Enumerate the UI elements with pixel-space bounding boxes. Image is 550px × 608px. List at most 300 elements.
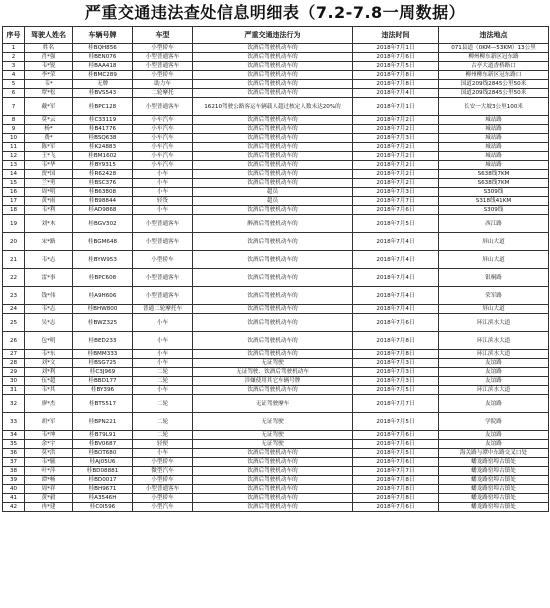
table-cell: 2 [3, 53, 25, 62]
table-cell: 2018年7月8日 [353, 350, 439, 359]
table-cell: 吴*志 [25, 314, 73, 332]
table-row [3, 458, 549, 467]
table-cell: S309线 [439, 206, 549, 215]
table-cell: 陈*军 [25, 143, 73, 152]
table-cell: 小型普通客车 [133, 269, 193, 287]
table-cell: 蟠龙路窑埠古镇处 [439, 467, 549, 476]
table-cell: 桂BAA418 [73, 62, 133, 71]
table-cell: 13 [3, 161, 25, 170]
table-cell: 费* [25, 134, 73, 143]
table-cell: 2018年7月8日 [353, 71, 439, 80]
table-cell: 15 [3, 179, 25, 188]
table-cell: 桂BY9315 [73, 161, 133, 170]
table-cell: 贾*国 [25, 170, 73, 179]
table-cell: 36 [3, 449, 25, 458]
table-cell: 韦*锐 [25, 62, 73, 71]
table-cell: 城站路 [439, 143, 549, 152]
table-cell: 小型轿车 [133, 476, 193, 485]
table-cell: 友谊路 [439, 359, 549, 368]
table-cell: 17 [3, 197, 25, 206]
table-cell: 桂BPC608 [73, 269, 133, 287]
table-cell: 小车汽车 [133, 116, 193, 125]
table-cell: 2018年7月2日 [353, 143, 439, 152]
table-cell: 2018年7月5日 [353, 215, 439, 233]
table-cell: 无证驾驶 [193, 413, 353, 431]
table-cell: 蟠龙路窑埠古镇处 [439, 503, 549, 512]
table-row [3, 197, 549, 206]
table-cell: 韦*坤 [25, 431, 73, 440]
table-cell: 饮酒后驾驶机动车的 [193, 269, 353, 287]
table-row [3, 494, 549, 503]
table-cell: 2018年7月4日 [353, 287, 439, 305]
table-cell: 2018年7月1日 [353, 98, 439, 116]
table-cell: 小车 [133, 206, 193, 215]
table-cell: 戴*军 [25, 98, 73, 116]
table-cell: 28 [3, 359, 25, 368]
table-cell: 国道209线2845公里50米 [439, 80, 549, 89]
table-cell: 超员 [193, 197, 353, 206]
table-cell: 韦*其 [25, 386, 73, 395]
table-cell: 饮酒后驾驶机动车的 [193, 44, 353, 53]
table-cell: 饮酒后驾驶机动车的 [193, 485, 353, 494]
table-cell: 小型普通客车 [133, 287, 193, 305]
table-cell: 韦*华 [25, 161, 73, 170]
table-cell: 姓名 [25, 44, 73, 53]
table-cell: 周*明 [25, 188, 73, 197]
table-cell: 古亭大道香桥路口 [439, 62, 549, 71]
table-cell: 超员 [193, 188, 353, 197]
table-cell: 城站路 [439, 116, 549, 125]
table-cell: 14 [3, 170, 25, 179]
table-row [3, 53, 549, 62]
table-cell: 桂A9H606 [73, 287, 133, 305]
table-cell: 友谊路 [439, 440, 549, 449]
table-cell: 屏山大道 [439, 305, 549, 314]
table-cell: 桂BSQ638 [73, 134, 133, 143]
table-cell: 桂BVS543 [73, 89, 133, 98]
table-cell: 蟠龙路窑埠古镇处 [439, 494, 549, 503]
table-cell: 2018年7月6日 [353, 206, 439, 215]
table-cell: 34 [3, 431, 25, 440]
table-cell: 2018年7月3日 [353, 377, 439, 386]
table-cell: 桂BHW800 [73, 305, 133, 314]
table-cell: 桂BT5517 [73, 395, 133, 413]
table-cell: 桂BPC128 [73, 98, 133, 116]
table-cell: 2018年7月6日 [353, 440, 439, 449]
table-cell: 饮酒后驾驶机动车的 [193, 233, 353, 251]
table-row [3, 152, 549, 161]
table-cell: 长安一大坡3公里100米 [439, 98, 549, 116]
table-cell: 25 [3, 314, 25, 332]
table-cell: 3 [3, 62, 25, 71]
table-cell: 桂C33119 [73, 116, 133, 125]
table-cell: 杨* [25, 125, 73, 134]
table-cell: 李*荣 [25, 71, 73, 80]
table-cell: 友谊路 [439, 431, 549, 440]
table-cell: 31 [3, 386, 25, 395]
table-cell: 西江路 [439, 215, 549, 233]
table-cell: 2018年7月5日 [353, 386, 439, 395]
table-row [3, 170, 549, 179]
table-cell: 2018年7月3日 [353, 188, 439, 197]
table-cell: 29 [3, 368, 25, 377]
table-cell: 2018年7月7日 [353, 395, 439, 413]
table-cell: 饮酒后驾驶机动车的 [193, 467, 353, 476]
table-cell: 小型普通客车 [133, 98, 193, 116]
table-cell: 廖*杰 [25, 395, 73, 413]
table-cell: 轻货 [133, 197, 193, 206]
table-cell: 蟠龙路窑埠古镇处 [439, 476, 549, 485]
table-cell: S638线7KM [439, 179, 549, 188]
table-row [3, 449, 549, 458]
table-cell: 5 [3, 80, 25, 89]
table-cell: 2018年7月2日 [353, 125, 439, 134]
table-cell: 饮酒后驾驶机动车的 [193, 314, 353, 332]
table-cell: 小车 [133, 332, 193, 350]
table-row [3, 251, 549, 269]
table-cell: 微型汽车 [133, 467, 193, 476]
table-cell: 2018年7月6日 [353, 458, 439, 467]
table-cell: 饮酒后驾驶机动车的 [193, 251, 353, 269]
table-cell: 韦*志 [25, 305, 73, 314]
table-cell: 桂B79L91 [73, 431, 133, 440]
table-cell: 2018年7月8日 [353, 476, 439, 485]
table-cell: 桂BD08881 [73, 467, 133, 476]
table-row [3, 206, 549, 215]
table-cell: 环江滨水大道 [439, 350, 549, 359]
table-cell: 饮酒后驾驶机动车的 [193, 179, 353, 188]
table-cell: 桂BOT680 [73, 449, 133, 458]
table-row [3, 359, 549, 368]
table-cell: 雷*事 [25, 269, 73, 287]
header-cell: 车型 [133, 27, 193, 44]
table-cell: 饮酒后驾驶机动车的 [193, 116, 353, 125]
table-row [3, 431, 549, 440]
table-cell: 饮酒后驾驶机动车的 [193, 305, 353, 314]
table-cell: 20 [3, 233, 25, 251]
table-cell: 饮酒后驾驶机动车的 [193, 332, 353, 350]
table-row [3, 377, 549, 386]
table-cell: 42 [3, 503, 25, 512]
table-cell: 柳州柳东新区冠东路 [439, 53, 549, 62]
table-cell: 友谊路 [439, 368, 549, 377]
table-row [3, 350, 549, 359]
table-cell: 桂B98844 [73, 197, 133, 206]
table-row [3, 305, 549, 314]
table-row [3, 467, 549, 476]
table-cell: 桂BPN221 [73, 413, 133, 431]
table-row [3, 476, 549, 485]
table-cell: 兰*勇 [25, 179, 73, 188]
table-cell: 桂BGM648 [73, 233, 133, 251]
table-cell: 2018年7月6日 [353, 503, 439, 512]
table-cell: 友谊路 [439, 395, 549, 413]
table-cell: 城站路 [439, 161, 549, 170]
table-row [3, 80, 549, 89]
table-cell: 环江滨水大道 [439, 314, 549, 332]
table-cell: 桂BSG725 [73, 359, 133, 368]
page-title: 严重交通违法查处信息明细表（7.2-7.8一周数据） [84, 3, 466, 22]
table-row [3, 62, 549, 71]
table-cell: 城站路 [439, 134, 549, 143]
table-cell: 无证驾驶 [193, 431, 353, 440]
table-cell: 韦*志 [25, 251, 73, 269]
table-cell: 二轮 [133, 413, 193, 431]
table-cell: 2018年7月5日 [353, 449, 439, 458]
table-cell: 韦*毓 [25, 458, 73, 467]
table-cell: 小型普通客车 [133, 485, 193, 494]
header-cell: 驾驶人姓名 [25, 27, 73, 44]
table-row [3, 98, 549, 116]
table-cell: 小车汽车 [133, 143, 193, 152]
table-cell: 饮酒后驾驶机动车的 [193, 125, 353, 134]
table-cell: 黄*雨 [25, 197, 73, 206]
table-cell: 桂BV0687 [73, 440, 133, 449]
table-cell: 2018年7月2日 [353, 170, 439, 179]
table-cell: 2018年7月4日 [353, 269, 439, 287]
table-cell: 银桐路 [439, 269, 549, 287]
table-cell: 饮酒后驾驶机动车的 [193, 386, 353, 395]
table-cell: 桂BBD177 [73, 377, 133, 386]
table-cell: 21 [3, 251, 25, 269]
table-cell: 小车 [133, 179, 193, 188]
table-cell: 2018年7月8日 [353, 485, 439, 494]
header-cell: 严重交通违法行为 [193, 27, 353, 44]
table-cell: S638线7KM [439, 170, 549, 179]
table-cell: 友谊路 [439, 377, 549, 386]
table-cell: 18 [3, 206, 25, 215]
header-cell: 序号 [3, 27, 25, 44]
table-cell: 小车 [133, 386, 193, 395]
table-cell: 醉酒后驾驶机动车的 [193, 215, 353, 233]
table-cell: 40 [3, 485, 25, 494]
table-cell: 2018年7月3日 [353, 359, 439, 368]
table-cell: 无牌 [73, 80, 133, 89]
table-cell: 2018年7月6日 [353, 53, 439, 62]
table-row [3, 485, 549, 494]
table-cell: 刘*木 [25, 215, 73, 233]
table-cell: 宋*路 [25, 233, 73, 251]
table-cell: 小车汽车 [133, 125, 193, 134]
table-cell: 饮酒后驾驶机动车的 [193, 143, 353, 152]
table-row [3, 116, 549, 125]
violation-table [2, 26, 549, 512]
table-cell: 饮酒后驾驶机动车的 [193, 458, 353, 467]
table-cell: 4 [3, 71, 25, 80]
table-cell: 35 [3, 440, 25, 449]
table-cell: 2018年7月4日 [353, 233, 439, 251]
table-cell: 饮酒后驾驶机动车的 [193, 53, 353, 62]
table-cell: 2018年7月4日 [353, 89, 439, 98]
table-cell: 桂BH9671 [73, 485, 133, 494]
table-cell: 饮酒后驾驶机动车的 [193, 161, 353, 170]
table-cell: 桂C0I596 [73, 503, 133, 512]
table-cell: 桂BGV302 [73, 215, 133, 233]
table-cell: 2018年7月2日 [353, 179, 439, 188]
table-row [3, 368, 549, 377]
table-cell: 二轮 [133, 395, 193, 413]
table-cell: 莫*云 [25, 116, 73, 125]
header-cell: 违法地点 [439, 27, 549, 44]
table-cell: 伍*超 [25, 377, 73, 386]
table-cell: 2018年7月6日 [353, 314, 439, 332]
table-cell: 无证驾驶 [193, 440, 353, 449]
table-cell: 小车 [133, 359, 193, 368]
table-cell: 小车汽车 [133, 152, 193, 161]
table-cell: 蟠龙路窑埠古镇处 [439, 458, 549, 467]
table-cell: 饮酒后驾驶机动车的 [193, 170, 353, 179]
table-cell: 桂C3J969 [73, 368, 133, 377]
table-cell: 轻便 [133, 440, 193, 449]
table-cell: 钱*伟 [25, 287, 73, 305]
table-cell: 二轮 [133, 368, 193, 377]
table-cell: 小型轿车 [133, 458, 193, 467]
table-cell: 桂BSC376 [73, 179, 133, 188]
table-cell: 16210驾驶公路客运车辆载人超过核定人数未达20%的 [193, 98, 353, 116]
table-cell: 2018年7月5日 [353, 62, 439, 71]
table-cell: 小型轿车 [133, 71, 193, 80]
table-cell: 小型普通客车 [133, 215, 193, 233]
table-row [3, 215, 549, 233]
table-cell: 国道209线2845公里50米 [439, 89, 549, 98]
table-cell: 胡*军 [25, 413, 73, 431]
table-cell: 6 [3, 89, 25, 98]
table-cell: 071县道（0KM—53KM）13公里 [439, 44, 549, 53]
table-cell: 王*飞 [25, 152, 73, 161]
table-cell: 38 [3, 467, 25, 476]
table-cell: 桂BQH856 [73, 44, 133, 53]
table-cell: 10 [3, 134, 25, 143]
table-cell: 桂A3546H [73, 494, 133, 503]
table-cell: 小车 [133, 350, 193, 359]
table-cell: 冉*建 [25, 503, 73, 512]
table-cell: 刘*文 [25, 359, 73, 368]
table-cell: 小型轿车 [133, 44, 193, 53]
table-cell: 小车汽车 [133, 161, 193, 170]
table-cell: 城站路 [439, 152, 549, 161]
table-cell: 小型普通客车 [133, 233, 193, 251]
table-cell: 饮酒后驾驶机动车的 [193, 80, 353, 89]
table-cell: 屏山大道 [439, 251, 549, 269]
table-cell: 无证驾驶 [193, 359, 353, 368]
table-row [3, 440, 549, 449]
table-cell: 无证驾驶、饮酒后驾驶机动车 [193, 368, 353, 377]
table-cell: 2018年7月4日 [353, 251, 439, 269]
table-cell: 环江滨水大道 [439, 386, 549, 395]
table-row [3, 89, 549, 98]
table-cell: 桂BY396 [73, 386, 133, 395]
table-cell: 2018年7月1日 [353, 44, 439, 53]
table-cell: S318线41KM [439, 197, 549, 206]
table-row [3, 269, 549, 287]
table-cell: 饮酒后驾驶机动车的 [193, 476, 353, 485]
table-cell: 无证驾驶摩车 [193, 395, 353, 413]
table-row [3, 71, 549, 80]
table-cell: 覃*松 [25, 89, 73, 98]
table-cell: 桂K24883 [73, 143, 133, 152]
table-cell: 饮酒后驾驶机动车的 [193, 206, 353, 215]
table-cell: 37 [3, 458, 25, 467]
table-cell: 33 [3, 413, 25, 431]
table-cell: 桂BD0017 [73, 476, 133, 485]
table-row [3, 233, 549, 251]
table-cell: 荣军路 [439, 287, 549, 305]
table-cell: 韦* [25, 80, 73, 89]
table-cell: 2018年7月2日 [353, 152, 439, 161]
table-cell: 城站路 [439, 125, 549, 134]
table-cell: 2018年7月7日 [353, 467, 439, 476]
table-cell: 饮酒后驾驶机动车的 [193, 494, 353, 503]
table-row [3, 188, 549, 197]
table-cell: 2018年7月2日 [353, 116, 439, 125]
table-cell: 黄*毅 [25, 494, 73, 503]
table-cell: 小型轿车 [133, 494, 193, 503]
table-cell: 小型普通客车 [133, 62, 193, 71]
table-cell: 2018年7月8日 [353, 332, 439, 350]
table-cell: 二轮 [133, 377, 193, 386]
table-cell: 叶*萍 [25, 467, 73, 476]
table-cell: 饮酒后驾驶机动车的 [193, 350, 353, 359]
table-cell: 22 [3, 269, 25, 287]
table-cell: 桂BMM333 [73, 350, 133, 359]
table-cell: 小车 [133, 188, 193, 197]
table-row [3, 134, 549, 143]
table-row [3, 179, 549, 188]
table-cell: 普通二轮摩托车 [133, 305, 193, 314]
table-cell: 16 [3, 188, 25, 197]
table-cell: 小型轿车 [133, 251, 193, 269]
table-cell: 二轮摩托 [133, 89, 193, 98]
header-cell: 违法时间 [353, 27, 439, 44]
table-row [3, 287, 549, 305]
header-row [3, 27, 549, 44]
table-cell: 饮酒后驾驶机动车的 [193, 287, 353, 305]
table-cell: 饮酒后驾驶机动车的 [193, 449, 353, 458]
table-cell: 桂BMC289 [73, 71, 133, 80]
header-cell: 车辆号牌 [73, 27, 133, 44]
table-cell: 包*明 [25, 332, 73, 350]
table-cell: 11 [3, 143, 25, 152]
table-cell: 12 [3, 152, 25, 161]
table-cell: 助力车 [133, 80, 193, 89]
table-cell: 桂BWZ325 [73, 314, 133, 332]
table-row [3, 386, 549, 395]
table-cell: 2018年7月7日 [353, 197, 439, 206]
table-cell: 学院路 [439, 413, 549, 431]
table-cell: 小型普通客车 [133, 53, 193, 62]
table-cell: 24 [3, 305, 25, 314]
table-cell: 莫*洪 [25, 449, 73, 458]
table-row [3, 125, 549, 134]
table-cell: 柳州柳东新区冠东路口 [439, 71, 549, 80]
table-row [3, 44, 549, 53]
table-cell: 2018年7月3日 [353, 368, 439, 377]
table-cell: 饮酒后驾驶机动车的 [193, 62, 353, 71]
table-row [3, 413, 549, 431]
table-cell: 桂B41776 [73, 125, 133, 134]
table-row [3, 161, 549, 170]
table-cell: 桂BEN076 [73, 53, 133, 62]
table-cell: 桂BM1602 [73, 152, 133, 161]
table-cell: 韦*利 [25, 206, 73, 215]
table-cell: 谭*畅 [25, 476, 73, 485]
table-cell: 刘*利 [25, 368, 73, 377]
table-cell: 周*祥 [25, 485, 73, 494]
table-cell: 余*宇 [25, 440, 73, 449]
table-cell: 环江滨水大道 [439, 332, 549, 350]
table-cell: 19 [3, 215, 25, 233]
table-row [3, 332, 549, 350]
